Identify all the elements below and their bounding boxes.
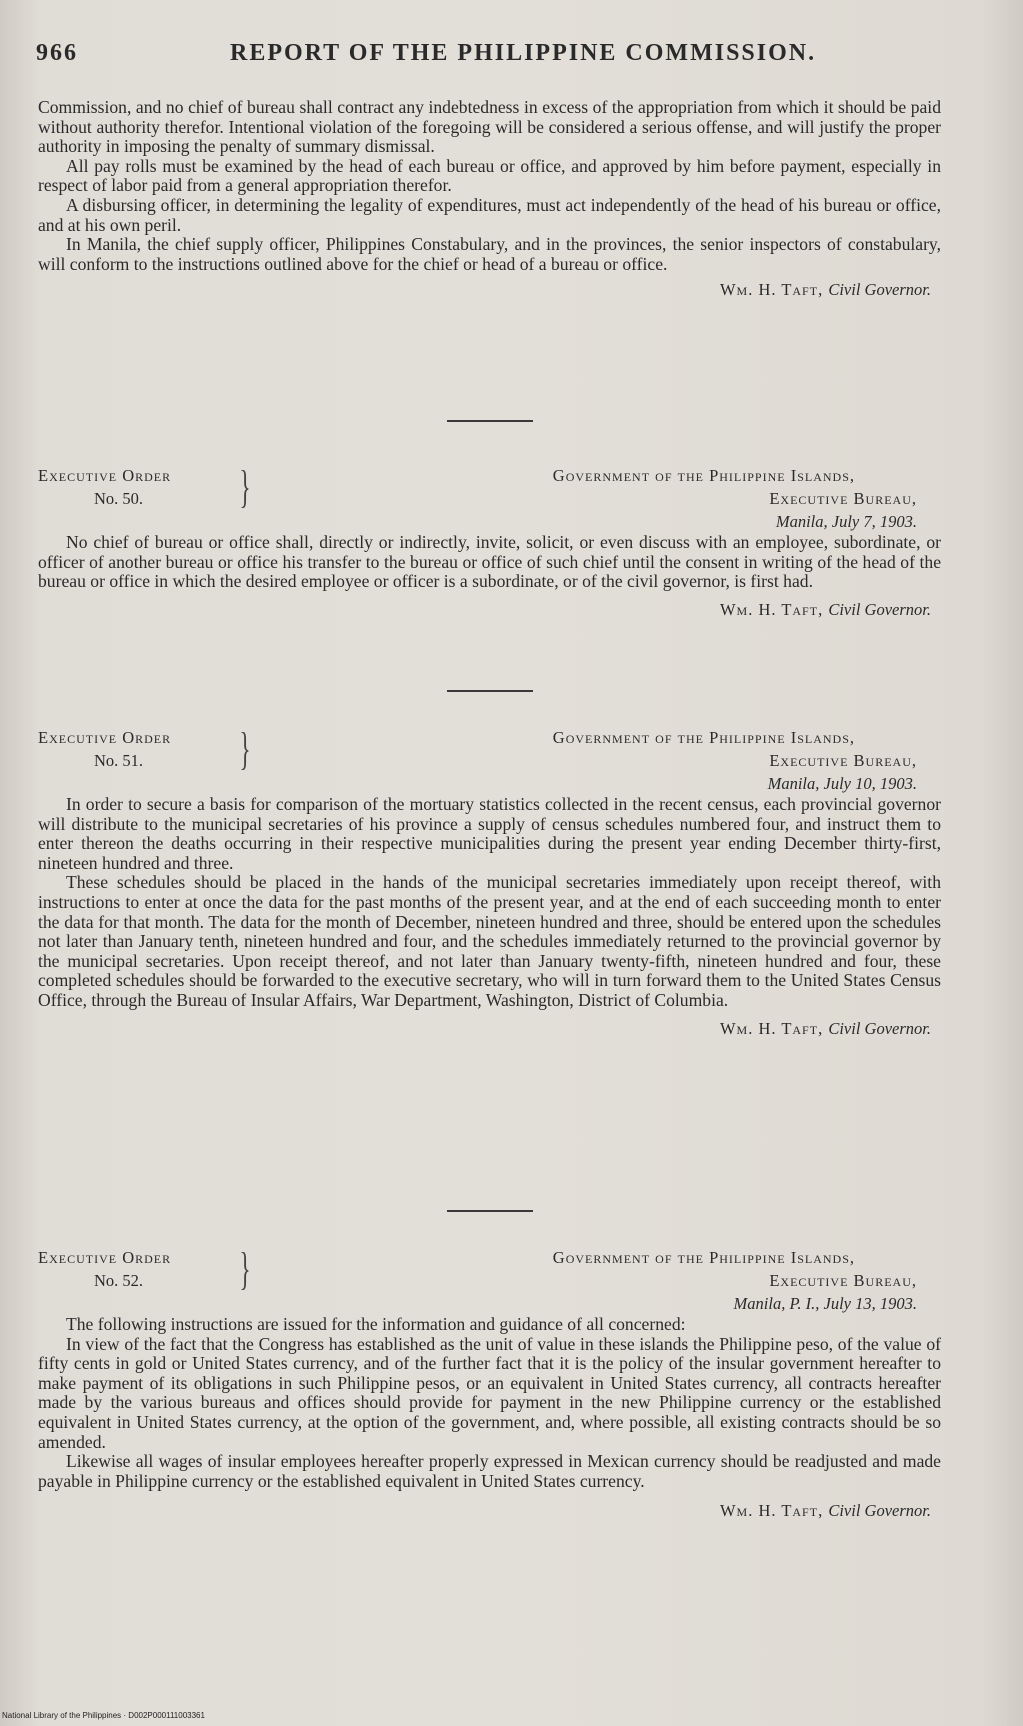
signature-name: Wm. H. Taft, <box>719 1501 824 1521</box>
order-paragraph: No chief of bureau or office shall, directly or indirectly, invite, solicit, or even discuss with an employee, subordinate, or officer of another bureau or office his transfer to the bureau or office of such chief until the consent in writing of the head of the bureau or office in which the desired employee or officer is a subordinate, or of the civil governor, is first had. <box>38 532 941 592</box>
order-place-date: Manila, July 10, 1903. <box>767 774 917 793</box>
executive-order-50 <box>38 461 941 620</box>
order-heading <box>38 461 941 533</box>
order-bureau: Executive Bureau, <box>769 751 917 770</box>
intro-paragraph-1: Commission, and no chief of bureau shall contract any indebtedness in excess of the appropriation from which it should be paid without authority therefor. Intentional violation of the foregoing will be considered a serious offense, and will justify the proper authority in imposing the penalty of summary dismissal. <box>38 97 941 157</box>
order-place-date: Manila, P. I., July 13, 1903. <box>733 1294 917 1313</box>
order-bureau: Executive Bureau, <box>769 489 917 508</box>
order-number: No. 51. <box>94 751 144 770</box>
signature-title: Civil Governor. <box>828 1501 931 1521</box>
order-paragraph: The following instructions are issued for the information and guidance of all concerned: <box>66 1314 686 1334</box>
order-heading <box>38 1243 941 1315</box>
order-paragraph: In view of the fact that the Congress has established as the unit of value in these islands the Philippine peso, of the value of fifty cents in gold or United States currency, and of the further fact that it is the policy of the insular government hereafter to make payment of its obligations in such Philippine pesos, or an equivalent in United States currency, all contracts hereafter made by the various bureaus and offices should provide for payment in the new Philippine currency or the established equivalent in United States currency, at the option of the government, and, where possible, all existing contracts should be so amended. <box>38 1333 941 1452</box>
order-number: No. 50. <box>94 489 144 508</box>
executive-order-52 <box>38 1243 941 1521</box>
executive-order-51 <box>38 723 941 1039</box>
order-label: Executive Order <box>38 1248 172 1267</box>
intro-section <box>38 98 941 300</box>
signature-title: Civil Governor. <box>828 1018 931 1038</box>
order-heading <box>38 723 941 795</box>
intro-signature <box>38 280 941 300</box>
order-signature <box>38 600 941 620</box>
section-divider <box>38 690 941 692</box>
intro-paragraph-2: All pay rolls must be examined by the head of each bureau or office, and approved by him before payment, especially in respect of labor paid from a general appropriation therefor. <box>38 155 941 196</box>
signature-name: Wm. H. Taft, <box>719 280 824 300</box>
scan-credit: National Library of the Philippines · D002P000111003361 <box>2 1711 205 1720</box>
order-paragraph: Likewise all wages of insular employees hereafter properly expressed in Mexican currency should be readjusted and made payable in Philippine currency or the established equivalent in United States currency. <box>38 1451 941 1491</box>
order-number: No. 52. <box>94 1271 144 1290</box>
page-number: 966 <box>36 40 78 66</box>
order-paragraph: In order to secure a basis for comparison of the mortuary statistics collected in the recent census, each provincial governor will distribute to the municipal secretaries of his province a supply of census schedules numbered four, and instruct them to enter thereon the deaths occurring in their respective municipalities during the present year ending December thirty-first, nineteen hundred and three. <box>38 794 941 873</box>
order-place-date: Manila, July 7, 1903. <box>775 512 917 531</box>
intro-paragraph-3: A disbursing officer, in determining the legality of expenditures, must act independently of the head of his bureau or office, and at his own peril. <box>38 194 941 235</box>
order-government: Government of the Philippine Islands, <box>552 728 855 747</box>
signature-title: Civil Governor. <box>828 280 931 300</box>
section-divider <box>38 420 941 422</box>
brace-glyph: } <box>239 461 251 512</box>
order-label: Executive Order <box>38 466 172 485</box>
order-signature <box>38 1019 941 1039</box>
order-bureau: Executive Bureau, <box>769 1271 917 1290</box>
brace-glyph: } <box>239 1243 251 1294</box>
order-paragraph: These schedules should be placed in the hands of the municipal secretaries immediately upon receipt thereof, with instructions to enter at once the data for the past months of the present year, and at the end of each succeeding month to enter the data for that month. The data for the month of December, nineteen hundred and three, should be entered upon the schedules not later than January tenth, nineteen hundred and four, and the schedules immediately returned to the provincial governor by the municipal secretaries. Upon receipt thereof, and not later than January twenty-fifth, nineteen hundred and four, these completed schedules should be forwarded to the executive secretary, who will in turn forward them to the United States Census Office, through the Bureau of Insular Affairs, War Department, Washington, District of Columbia. <box>38 872 941 1010</box>
order-government: Government of the Philippine Islands, <box>552 466 855 485</box>
order-label: Executive Order <box>38 728 172 747</box>
intro-paragraph-4: In Manila, the chief supply officer, Philippines Constabulary, and in the provinces, the senior inspectors of constabulary, will conform to the instructions outlined above for the chief or head of a bureau or office. <box>38 234 941 274</box>
order-government: Government of the Philippine Islands, <box>552 1248 855 1267</box>
running-title: REPORT OF THE PHILIPPINE COMMISSION. <box>230 40 817 66</box>
brace-glyph: } <box>239 723 251 774</box>
section-divider <box>38 1210 941 1212</box>
signature-title: Civil Governor. <box>828 599 931 619</box>
signature-name: Wm. H. Taft, <box>719 1018 824 1038</box>
signature-name: Wm. H. Taft, <box>719 599 824 619</box>
page-header <box>36 40 943 67</box>
order-signature <box>38 1501 941 1521</box>
